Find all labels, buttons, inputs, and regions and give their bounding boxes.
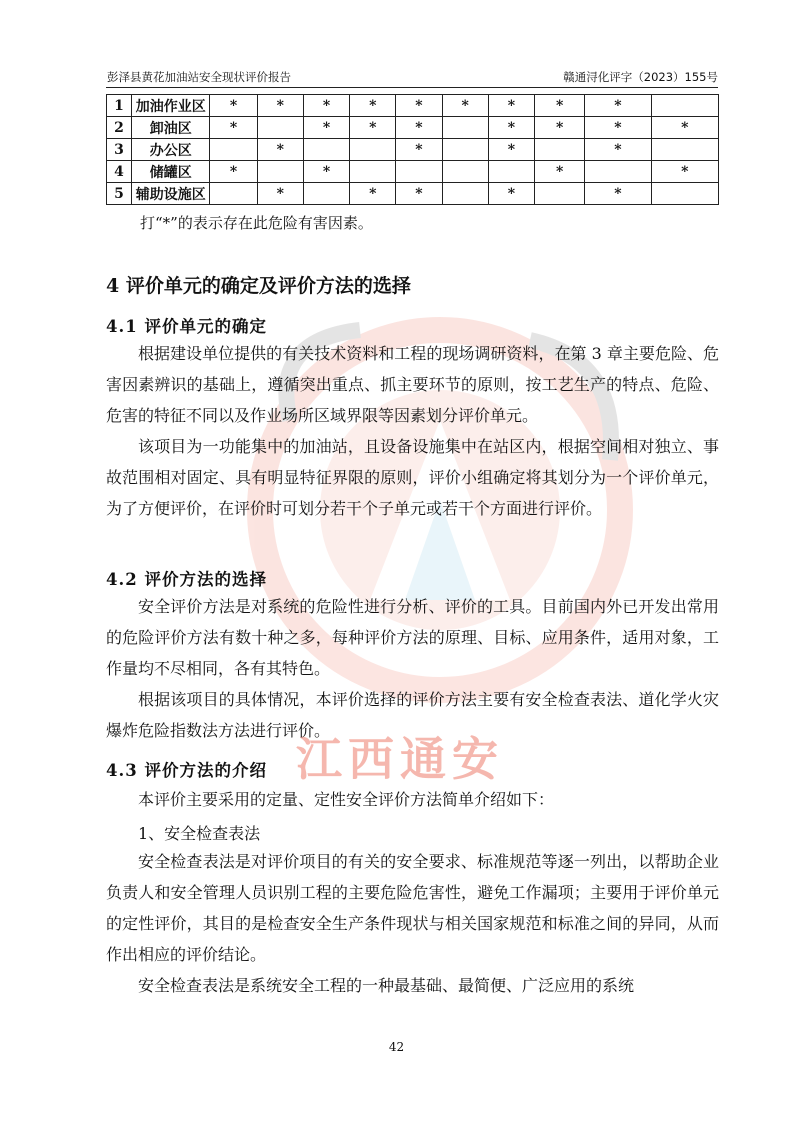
row-number: 4	[107, 161, 132, 183]
hazard-mark: *	[257, 183, 303, 205]
paragraph-4-1-b: 该项目为一功能集中的加油站，且设备设施集中在站区内，根据空间相对独立、事故范围相对固定、具有明显特征界限的原则，评价小组确定将其划分为一个评价单元，为了方便评价，在评价时可划分若干个子单元或若干个方面进行评价。	[106, 437, 719, 518]
unit-name: 办公区	[132, 139, 210, 161]
subsection-4-1-title: 4.1 评价单元的确定	[106, 317, 267, 336]
hazard-mark	[257, 117, 303, 139]
paragraph-4-3-b: 安全检查表法是对评价项目的有关的安全要求、标准规范等逐一列出，以帮助企业负责人和安全管理人员识别工程的主要危险危害性，避免工作漏项；主要用于评价单元的定性评价，其目的是检查安全生产条件现状与相关国家规范和标准之间的异同，从而作出相应的评价结论。	[106, 852, 719, 964]
unit-name: 辅助设施区	[132, 183, 210, 205]
hazard-mark	[210, 139, 257, 161]
hazard-mark: *	[350, 183, 396, 205]
table-row	[107, 139, 719, 161]
hazard-mark	[303, 183, 349, 205]
hazard-mark: *	[303, 161, 349, 183]
hazard-mark: *	[651, 161, 718, 183]
hazard-mark: *	[535, 117, 585, 139]
hazard-mark: *	[350, 95, 396, 117]
hazard-mark: *	[651, 117, 718, 139]
hazard-mark: *	[442, 95, 488, 117]
hazard-mark: *	[535, 95, 585, 117]
hazard-mark	[535, 139, 585, 161]
hazard-mark: *	[210, 117, 257, 139]
hazard-mark: *	[396, 95, 442, 117]
watermark-text: 江西通安	[296, 732, 504, 786]
subsection-4-2-title: 4.2 评价方法的选择	[106, 570, 267, 589]
unit-name: 储罐区	[132, 161, 210, 183]
table-row	[107, 161, 719, 183]
paragraph-4-2-a: 安全评价方法是对系统的危险性进行分析、评价的工具。目前国内外已开发出常用的危险评价方法有数十种之多，每种评价方法的原理、目标、应用条件，适用对象，工作量均不尽相同，各有其特色。	[106, 597, 719, 678]
page-number: 42	[388, 1040, 405, 1054]
hazard-mark	[651, 183, 718, 205]
hazard-mark: *	[585, 95, 651, 117]
paragraph-4-3-c: 安全检查表法是系统安全工程的一种最基础、最简便、广泛应用的系统	[138, 976, 635, 995]
hazard-mark	[303, 139, 349, 161]
hazard-mark: *	[303, 95, 349, 117]
paragraph-4-3-a: 本评价主要采用的定量、定性安全评价方法简单介绍如下：	[138, 790, 555, 809]
row-number: 5	[107, 183, 132, 205]
hazard-mark	[651, 95, 718, 117]
table-row	[107, 117, 719, 139]
hazard-mark: *	[257, 95, 303, 117]
hazard-table-body	[107, 95, 719, 205]
hazard-mark: *	[257, 139, 303, 161]
hazard-mark: *	[585, 117, 651, 139]
hazard-mark: *	[488, 95, 534, 117]
hazard-mark	[442, 183, 488, 205]
hazard-mark	[535, 183, 585, 205]
row-number: 3	[107, 139, 132, 161]
subsection-4-3-title: 4.3 评价方法的介绍	[106, 761, 267, 780]
hazard-mark	[442, 117, 488, 139]
table-row	[107, 95, 719, 117]
hazard-mark: *	[488, 139, 534, 161]
paragraph-4-1-a: 根据建设单位提供的有关技术资料和工程的现场调研资料，在第 3 章主要危险、危害因素辨识的基础上，遵循突出重点、抓主要环节的原则，按工艺生产的特点、危险、危害的特征不同以及作业场所区域界限等因素划分评价单元。	[106, 344, 719, 425]
table-note: 打“*”的表示存在此危险有害因素。	[140, 214, 373, 232]
hazard-mark	[442, 161, 488, 183]
hazard-mark	[396, 161, 442, 183]
unit-name: 卸油区	[132, 117, 210, 139]
hazard-mark: *	[396, 139, 442, 161]
hazard-mark	[350, 139, 396, 161]
row-number: 1	[107, 95, 132, 117]
hazard-mark	[257, 161, 303, 183]
hazard-mark	[651, 139, 718, 161]
hazard-mark: *	[488, 183, 534, 205]
hazard-mark	[488, 161, 534, 183]
hazard-table	[106, 94, 719, 205]
table-row	[107, 183, 719, 205]
hazard-mark: *	[210, 161, 257, 183]
page-header	[106, 67, 718, 88]
hazard-mark	[210, 183, 257, 205]
hazard-mark	[585, 161, 651, 183]
hazard-mark	[442, 139, 488, 161]
unit-name: 加油作业区	[132, 95, 210, 117]
paragraph-4-2-b: 根据该项目的具体情况，本评价选择的评价方法主要有安全检查表法、道化学火灾爆炸危险指数法方法进行评价。	[106, 690, 719, 740]
hazard-mark	[350, 161, 396, 183]
hazard-mark: *	[396, 183, 442, 205]
hazard-mark: *	[303, 117, 349, 139]
method-item-1: 1、安全检查表法	[138, 824, 261, 843]
hazard-mark: *	[535, 161, 585, 183]
hazard-mark: *	[396, 117, 442, 139]
hazard-mark: *	[210, 95, 257, 117]
section-title: 4 评价单元的确定及评价方法的选择	[106, 275, 411, 297]
report-title: 彭泽县黄花加油站安全现状评价报告	[107, 70, 291, 84]
hazard-mark: *	[350, 117, 396, 139]
row-number: 2	[107, 117, 132, 139]
report-number: 赣通浔化评字（2023）155号	[563, 70, 718, 84]
hazard-mark: *	[585, 139, 651, 161]
hazard-mark: *	[585, 183, 651, 205]
hazard-mark: *	[488, 117, 534, 139]
